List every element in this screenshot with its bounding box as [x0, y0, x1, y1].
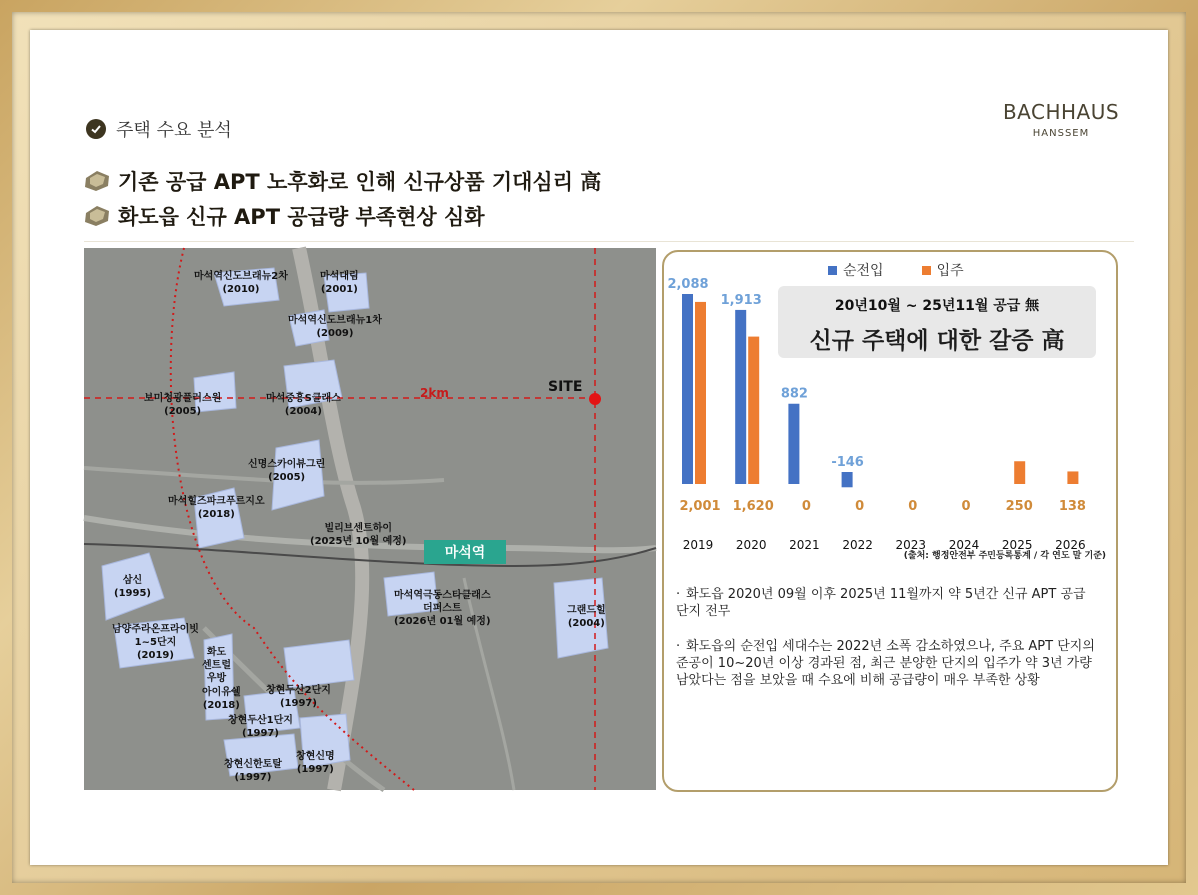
check-circle-icon: [86, 119, 106, 139]
bar-net-inflow: [842, 472, 853, 487]
brand-logo: [996, 100, 1126, 139]
callout-line-2: 신규 주택에 대한 갈증 高: [809, 328, 1065, 354]
legend-swatch: [828, 266, 837, 275]
x-tick-label: 2023: [895, 538, 927, 552]
move-in-label: 0: [801, 499, 811, 514]
move-in-label: 1,620: [732, 499, 774, 514]
map-complex-label: 신명스카이뷰그린 (2005): [248, 459, 326, 483]
gem-bullet-icon: [84, 205, 110, 227]
map-complex-label: 남양주라온프라이빗 1~5단지 (2019): [112, 624, 199, 661]
distance-label: 2km: [420, 386, 449, 400]
x-tick-label: 2025: [1001, 538, 1033, 552]
bar-net-inflow: [735, 310, 746, 484]
x-tick-label: 2020: [735, 538, 767, 552]
divider: [84, 241, 1134, 242]
move-in-label: 0: [908, 499, 918, 514]
move-in-label: 250: [1005, 499, 1033, 514]
bar-move-in: [748, 337, 759, 484]
map-complex-label: 화도 센트럴 우방: [202, 647, 231, 684]
callout-box: [778, 286, 1096, 358]
slide-page: [30, 30, 1168, 865]
net-inflow-label: 1,913: [720, 292, 762, 308]
supply-panel: [662, 250, 1118, 792]
x-tick-label: 2022: [842, 538, 873, 552]
map-complex-label: 그랜드힐 (2004): [567, 605, 606, 629]
move-in-label: 2,001: [679, 499, 721, 514]
net-inflow-label: -146: [831, 455, 864, 470]
bullet-1: · 화도읍 2020년 09월 이후 2025년 11월까지 약 5년간 신규 APT 공급단지 전무: [676, 587, 1086, 619]
net-inflow-label: 2,088: [667, 277, 709, 292]
x-tick-label: 2024: [948, 538, 980, 552]
map-complex-label: 창현두산1단지 (1997): [228, 715, 293, 739]
x-tick-label: 2026: [1055, 538, 1086, 552]
headline-2-text: 화도읍 신규 APT 공급량 부족현상 심화: [118, 205, 485, 229]
bar-net-inflow: [788, 404, 799, 484]
net-inflow-label: 882: [780, 386, 808, 402]
legend-item: [828, 260, 884, 280]
site-label: SITE: [548, 379, 583, 395]
chart-legend: [828, 260, 964, 280]
logo-name: BACHHAUS: [1002, 100, 1120, 124]
callout-line-1: 20년10월 ~ 25년11월 공급 無: [834, 298, 1040, 314]
map-complex-label: 아이유쉘 (2018): [202, 687, 241, 711]
map-complex-label: 마석힐즈파크푸르지오 (2018): [168, 496, 265, 520]
map-complex-label: 창현신한토탈 (1997): [224, 759, 282, 783]
x-tick-label: 2019: [682, 538, 714, 552]
x-tick-label: 2021: [789, 538, 820, 552]
move-in-label: 0: [855, 499, 865, 514]
bullet-2: · 화도읍의 순전입 세대수는 2022년 소폭 감소하였으나, 주요 APT 단지의 준공이 10~20년 이상 경과된 점, 최근 분양한 단지의 입주가 약 3년 가량 남았다는 점을 보았을 때 수요에 비해 공급량이 매우 부족한 상황: [676, 639, 1095, 688]
bar-move-in: [695, 302, 706, 484]
map-complex-label: 마석역극동스타클래스 더퍼스트 (2026년 01월 예정): [394, 590, 491, 627]
source-note: (출처: 행정안전부 주민등록통계 / 각 연도 말 기준): [903, 551, 1106, 561]
legend-item: [922, 260, 964, 280]
site-map: [84, 248, 656, 790]
station-label: 마석역: [424, 540, 506, 564]
legend-swatch: [922, 266, 931, 275]
map-complex-label: 마석역신도브래뉴2차 (2010): [194, 271, 288, 295]
map-complex-label: 마석대림 (2001): [320, 271, 359, 295]
bar-move-in: [1014, 461, 1025, 484]
bar-move-in: [1067, 471, 1078, 484]
legend-label: 순전입: [843, 263, 884, 279]
section-title-text: 주택 수요 분석: [116, 120, 232, 141]
logo-sub: HANSSEM: [1032, 128, 1090, 139]
section-title: [86, 116, 232, 142]
move-in-label: 0: [961, 499, 971, 514]
headline-2: [84, 201, 485, 231]
map-complex-label: 마석중흥S클래스 (2004): [266, 393, 341, 417]
gem-bullet-icon: [84, 170, 110, 192]
map-complex-label: 삼신 (1995): [114, 575, 151, 599]
map-complex-label: 마석역신도브래뉴1차 (2009): [288, 315, 382, 339]
headline-1: [84, 166, 601, 196]
bar-net-inflow: [682, 294, 693, 484]
headline-1-text: 기존 공급 APT 노후화로 인해 신규상품 기대심리 高: [118, 170, 602, 194]
legend-label: 입주: [936, 263, 964, 279]
map-complex-label: 창현두산2단지 (1997): [266, 685, 331, 709]
map-complex-label: 빌리브센트하이 (2025년 10월 예정): [310, 523, 407, 547]
map-complex-label: 창현신명 (1997): [296, 751, 335, 775]
move-in-label: 138: [1058, 499, 1086, 514]
map-complex-label: 보미청광플러스원 (2005): [144, 393, 222, 417]
